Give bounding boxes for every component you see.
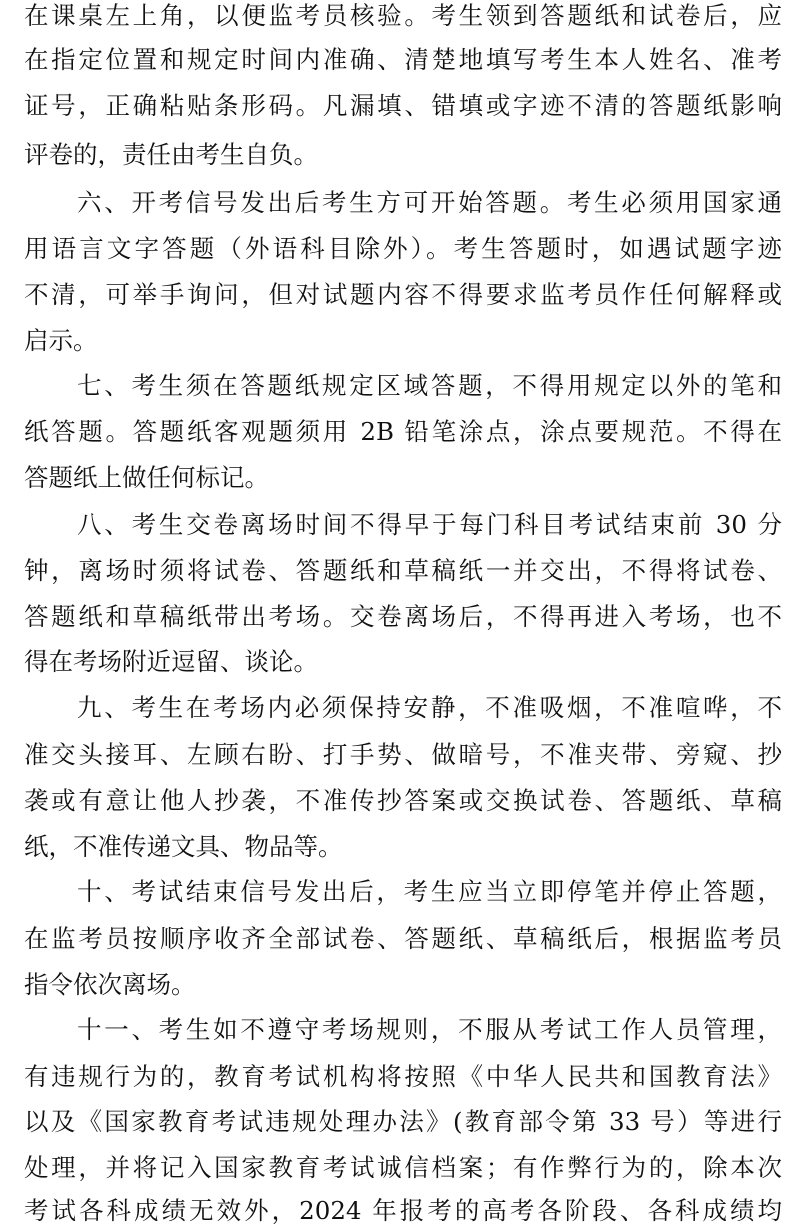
text-line: 钟，离场时须将试卷、答题纸和草稿纸一并交出，不得将试卷、 [24,556,782,585]
text-line: 纸答题。答题纸客观题须用 2B 铅笔涂点，涂点要规范。不得在 [24,417,782,446]
text-line: 纸，不准传递文具、物品等。 [24,832,343,861]
text-line: 准交头接耳、左顾右盼、打手势、做暗号，不准夹带、旁窥、抄 [24,740,782,769]
text-line: 在指定位置和规定时间内准确、清楚地填写考生本人姓名、准考 [24,45,782,74]
text-line: 以及《国家教育考试违规处理办法》(教育部令第 33 号）等进行 [24,1107,782,1136]
text-line: 有违规行为的，教育考试机构将按照《中华人民共和国教育法》 [24,1062,782,1091]
text-line: 七、考生须在答题纸规定区域答题，不得用规定以外的笔和 [77,371,782,400]
text-line: 八、考生交卷离场时间不得早于每门科目考试结束前 30 分 [77,510,782,539]
text-line: 不清，可举手询问，但对试题内容不得要求监考员作任何解释或 [24,280,782,309]
text-line: 答题纸上做任何标记。 [24,463,269,492]
text-line: 评卷的，责任由考生自负。 [24,140,318,169]
text-line: 启示。 [24,326,98,355]
text-line: 九、考生在考场内必须保持安静，不准吸烟，不准喧哗，不 [77,693,782,722]
text-line: 在课桌左上角，以便监考员核验。考生领到答题纸和试卷后，应 [24,1,782,30]
text-line: 十、考试结束信号发出后，考生应当立即停笔并停止答题， [77,877,782,906]
text-line: 在监考员按顺序收齐全部试卷、答题纸、草稿纸后，根据监考员 [24,924,782,953]
text-line: 六、开考信号发出后考生方可开始答题。考生必须用国家通 [77,188,782,217]
text-line: 指令依次离场。 [24,970,196,999]
text-line: 十一、考生如不遵守考场规则，不服从考试工作人员管理， [77,1015,782,1044]
text-line: 处理，并将记入国家教育考试诚信档案；有作弊行为的，除本次 [24,1153,782,1182]
text-line: 用语言文字答题（外语科目除外）。考生答题时，如遇试题字迹 [24,234,782,263]
text-line: 得在考场附近逗留、谈论。 [24,647,318,676]
text-line: 考试各科成绩无效外，2024 年报考的高考各阶段、各科成绩均 [24,1196,782,1225]
text-line: 证号，正确粘贴条形码。凡漏填、错填或字迹不清的答题纸影响 [24,91,782,120]
text-line: 袭或有意让他人抄袭，不准传抄答案或交换试卷、答题纸、草稿 [24,786,782,815]
text-line: 答题纸和草稿纸带出考场。交卷离场后，不得再进入考场，也不 [24,602,782,631]
